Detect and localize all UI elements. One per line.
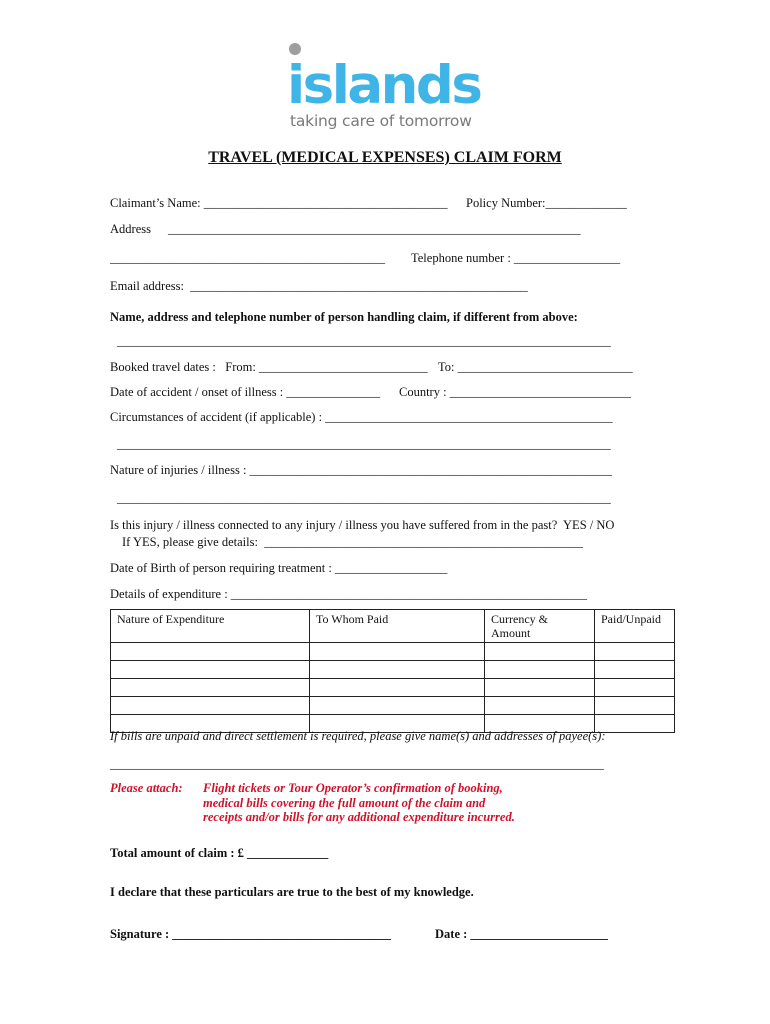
injuries-line[interactable]: _______________________________________________________________________________ [117,491,611,505]
table-cell[interactable] [595,643,675,661]
handler-line[interactable]: _______________________________________________________________________________ [117,334,611,348]
previous-condition-details[interactable]: If YES, please give details: ___________________________________________________ [122,535,583,549]
handler-heading: Name, address and telephone number of person handling claim, if different from above: [110,310,578,324]
expenditure-table [110,609,675,733]
date-field[interactable]: Date : ______________________ [435,927,608,941]
header-to-whom: To Whom Paid [310,610,485,643]
table-header-row [111,610,675,643]
country-field[interactable]: Country : _____________________________ [399,385,631,399]
injuries-field[interactable]: Nature of injuries / illness : __________________________________________________________ [110,463,613,477]
policy-number-field[interactable]: Policy Number:_____________ [466,196,627,210]
expenditure-field[interactable]: Details of expenditure : _________________________________________________________ [110,587,588,601]
travel-to-field[interactable]: To: ____________________________ [438,360,633,374]
attach-line-3: receipts and/or bills for any additional expenditure incurred. [203,810,515,824]
islands-logo [0,38,770,138]
table-cell[interactable] [310,643,485,661]
expenditure-table-body [111,643,675,733]
header-currency-amount: Currency & Amount [485,610,595,643]
unpaid-note: If bills are unpaid and direct settlement is required, please give name(s) and addresses of payee(s): [110,729,606,743]
table-cell[interactable] [595,679,675,697]
logo-wordmark: islands [287,55,481,116]
header-nature: Nature of Expenditure [111,610,310,643]
table-row [111,697,675,715]
table-cell[interactable] [485,679,595,697]
table-cell[interactable] [595,715,675,733]
attach-label: Please attach: [110,781,183,795]
table-cell[interactable] [111,661,310,679]
attach-line-2: medical bills covering the full amount of the claim and [203,796,486,810]
claimant-name-field[interactable]: Claimant’s Name: _______________________________________ [110,196,448,210]
table-cell[interactable] [595,697,675,715]
email-field[interactable]: Email address: ______________________________________________________ [110,279,528,293]
signature-field[interactable]: Signature : ___________________________________ [110,927,392,941]
total-amount-field[interactable]: Total amount of claim : £ _____________ [110,846,329,860]
previous-condition-question: Is this injury / illness connected to any injury / illness you have suffered from in the past? YES / NO [110,518,615,532]
form-title: TRAVEL (MEDICAL EXPENSES) CLAIM FORM [208,149,562,166]
circumstances-field[interactable]: Circumstances of accident (if applicable) : ______________________________________________ [110,410,613,424]
table-cell[interactable] [485,661,595,679]
address-label: Address [110,222,151,236]
attach-line-1: Flight tickets or Tour Operator’s confirmation of booking, [203,781,503,795]
table-cell[interactable] [485,643,595,661]
accident-date-field[interactable]: Date of accident / onset of illness : _______________ [110,385,381,399]
logo-dot [289,43,301,55]
table-cell[interactable] [111,697,310,715]
table-cell[interactable] [111,643,310,661]
header-paid-unpaid: Paid/Unpaid [595,610,675,643]
table-cell[interactable] [310,661,485,679]
table-row [111,643,675,661]
logo-tagline: taking care of tomorrow [290,112,472,130]
table-cell[interactable] [310,679,485,697]
circumstances-line[interactable]: _______________________________________________________________________________ [117,437,611,451]
table-cell[interactable] [111,679,310,697]
table-cell[interactable] [595,661,675,679]
table-cell[interactable] [485,697,595,715]
table-row [111,661,675,679]
declaration-text: I declare that these particulars are true to the best of my knowledge. [110,885,474,899]
table-cell[interactable] [310,697,485,715]
dob-field[interactable]: Date of Birth of person requiring treatment : __________________ [110,561,448,575]
telephone-field[interactable]: Telephone number : _________________ [411,251,621,265]
travel-from-field[interactable]: Booked travel dates : From: ___________________________ [110,360,428,374]
address-line-1[interactable]: __________________________________________________________________ [168,222,581,236]
table-row [111,679,675,697]
address-line-2[interactable]: ____________________________________________ [110,251,385,265]
unpaid-line[interactable]: _______________________________________________________________________________ [110,757,604,771]
